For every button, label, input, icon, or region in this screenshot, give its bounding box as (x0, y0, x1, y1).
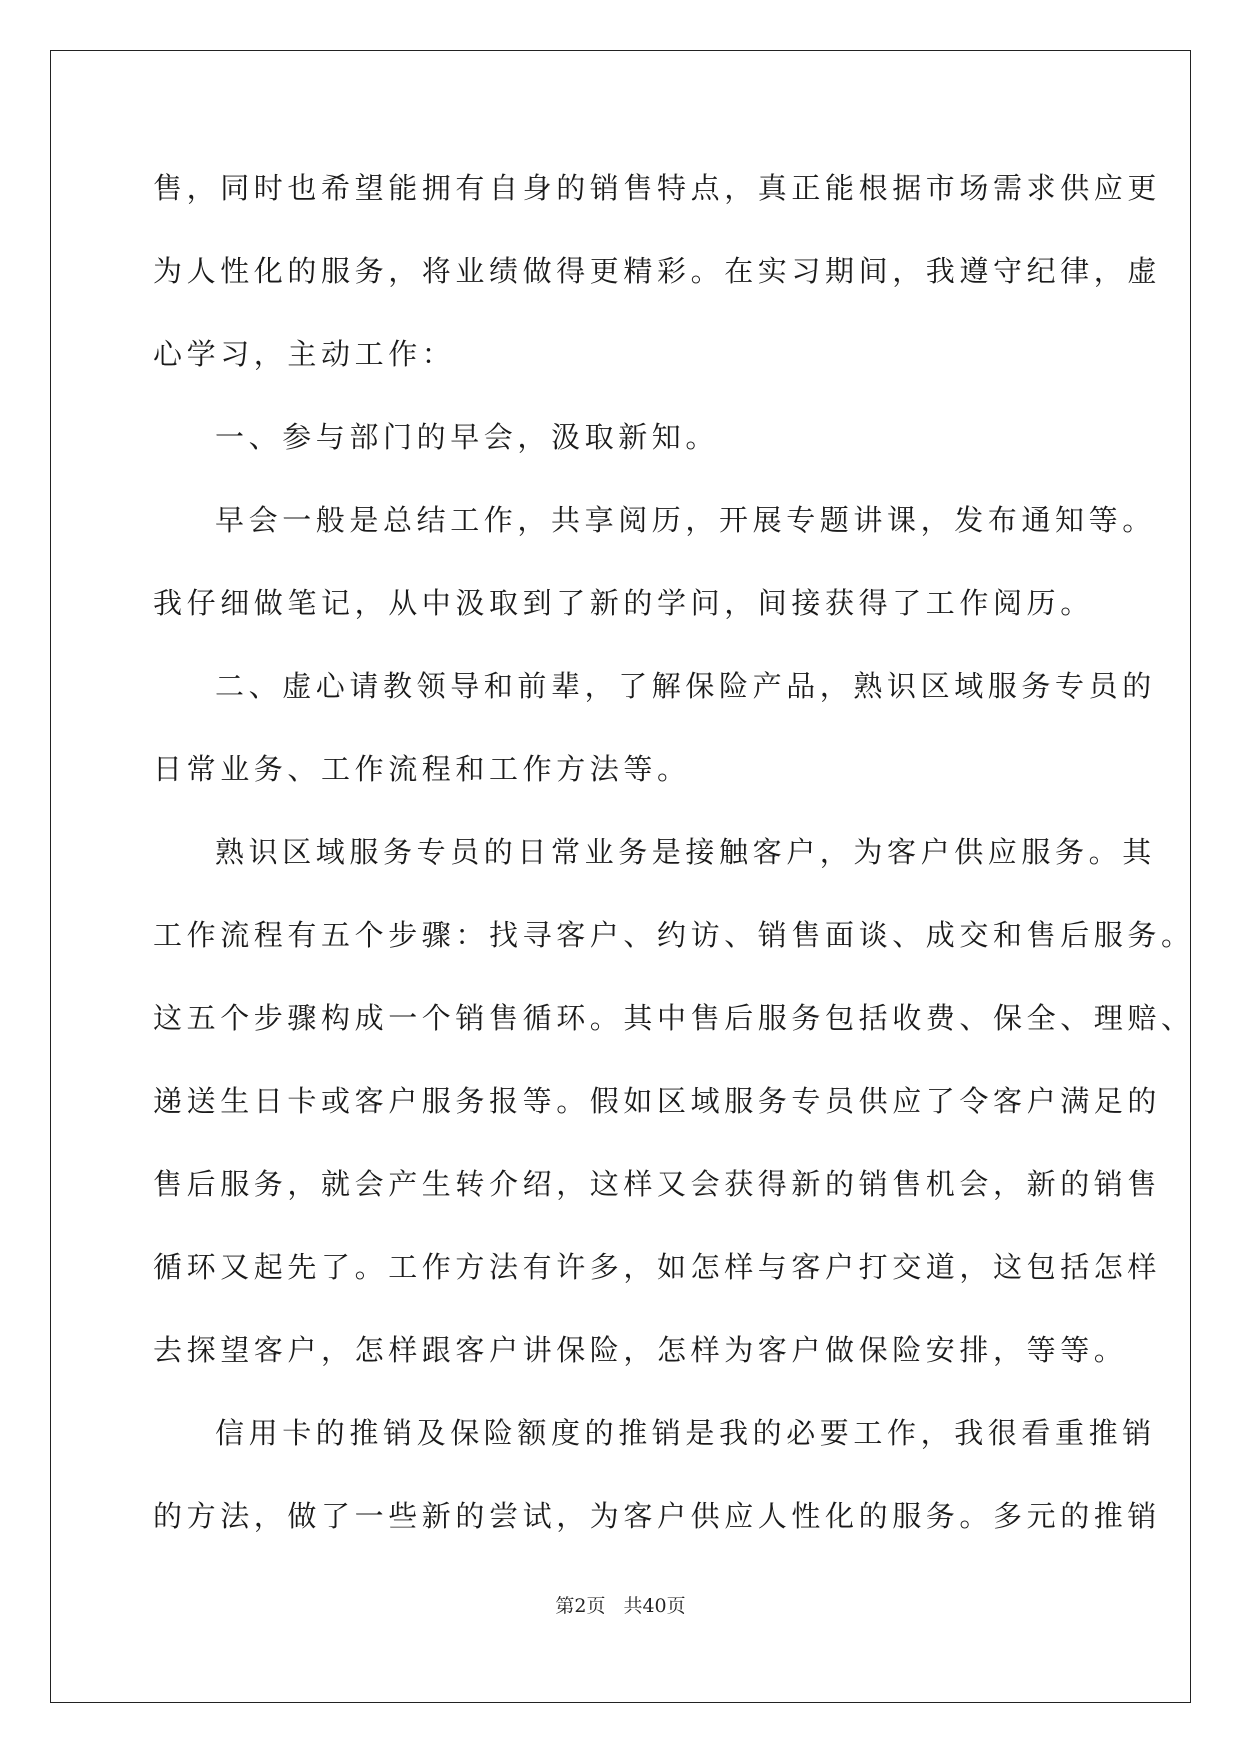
text-line: 一、参与部门的早会，汲取新知。 (215, 420, 720, 454)
page-number: 第2页 (555, 1595, 606, 1617)
text-line: 递送生日卡或客户服务报等。假如区域服务专员供应了令客户满足的 (153, 1084, 1162, 1118)
text-line: 为人性化的服务，将业绩做得更精彩。在实习期间，我遵守纪律，虚 (153, 254, 1162, 288)
text-line: 售，同时也希望能拥有自身的销售特点，真正能根据市场需求供应更 (153, 171, 1162, 205)
page-footer (0, 1592, 1241, 1620)
text-line: 的方法，做了一些新的尝试，为客户供应人性化的服务。多元的推销 (153, 1499, 1162, 1533)
text-line: 熟识区域服务专员的日常业务是接触客户，为客户供应服务。其 (215, 835, 1156, 869)
text-line: 工作流程有五个步骤：找寻客户、约访、销售面谈、成交和售后服务。 (153, 918, 1195, 952)
text-line: 信用卡的推销及保险额度的推销是我的必要工作，我很看重推销 (215, 1416, 1156, 1450)
page-total: 共40页 (623, 1595, 686, 1617)
text-line: 二、虚心请教领导和前辈，了解保险产品，熟识区域服务专员的 (215, 669, 1156, 703)
text-line: 售后服务，就会产生转介绍，这样又会获得新的销售机会，新的销售 (153, 1167, 1162, 1201)
text-line: 我仔细做笔记，从中汲取到了新的学问，间接获得了工作阅历。 (153, 586, 1094, 620)
text-line: 日常业务、工作流程和工作方法等。 (153, 752, 691, 786)
text-line: 心学习，主动工作： (153, 337, 456, 371)
document-body (153, 158, 1195, 1569)
text-line: 这五个步骤构成一个销售循环。其中售后服务包括收费、保全、理赔、 (153, 1001, 1195, 1035)
text-line: 早会一般是总结工作，共享阅历，开展专题讲课，发布通知等。 (215, 503, 1156, 537)
text-line: 循环又起先了。工作方法有许多，如怎样与客户打交道，这包括怎样 (153, 1250, 1162, 1284)
text-line: 去探望客户，怎样跟客户讲保险，怎样为客户做保险安排，等等。 (153, 1333, 1128, 1367)
